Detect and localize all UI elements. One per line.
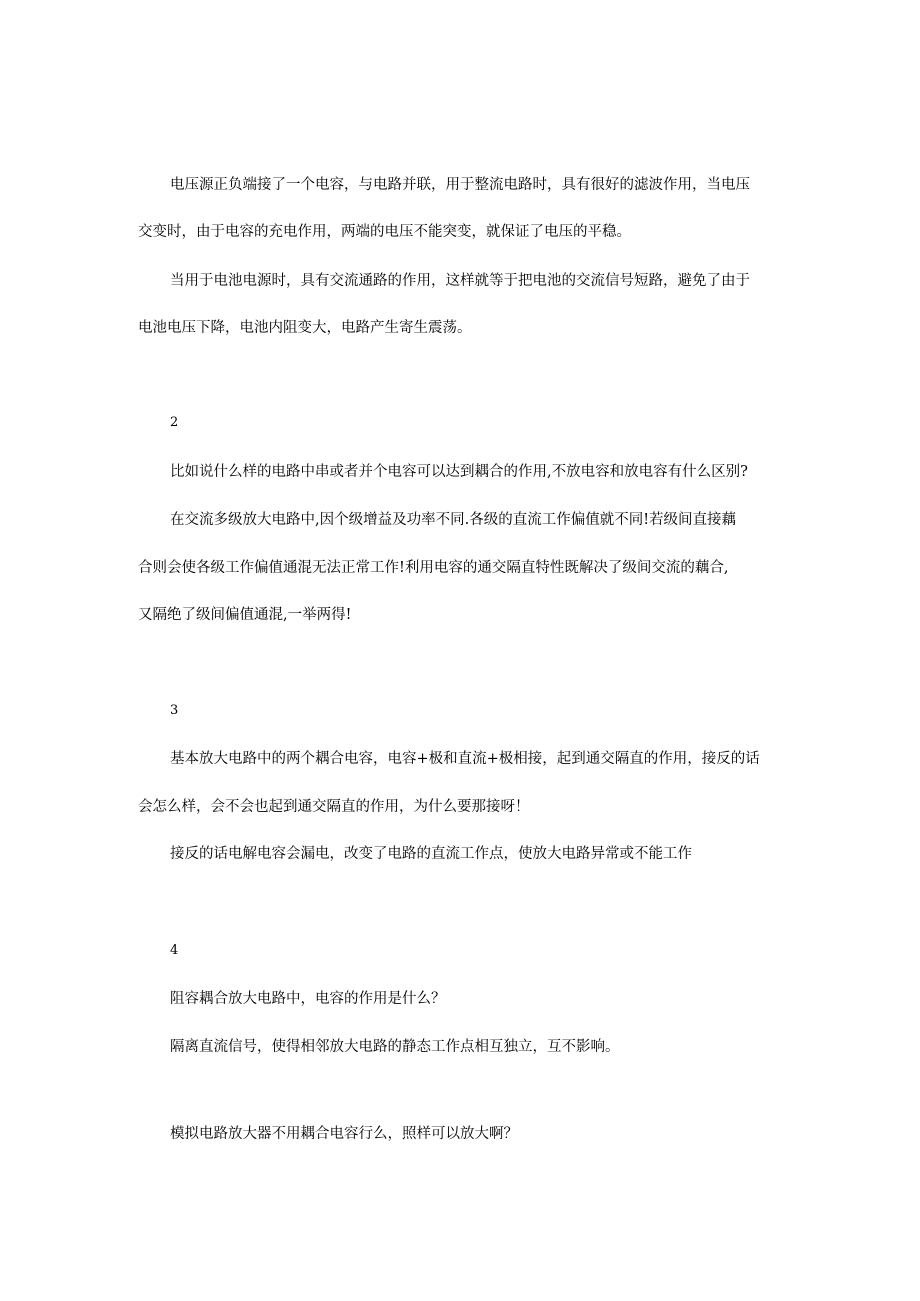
question-line: 阻容耦合放大电路中，电容的作用是什么？ [170, 991, 446, 1007]
paragraph-line: 电压源正负端接了一个电容，与电路并联，用于整流电路时，具有很好的滤波作用，当电压 [170, 177, 750, 193]
section-number: 3 [170, 703, 179, 718]
answer-line: 接反的话电解电容会漏电，改变了电路的直流工作点，使放大电路异常或不能工作 [170, 846, 692, 862]
paragraph-line: 电池电压下降，电池内阻变大，电路产生寄生震荡。 [138, 320, 472, 336]
question-line: 会怎么样，会不会也起到通交隔直的作用，为什么要那接呀！ [138, 799, 530, 815]
section-number: 4 [170, 943, 179, 958]
question-line: 模拟电路放大器不用耦合电容行么，照样可以放大啊？ [170, 1126, 518, 1142]
paragraph-line: 当用于电池电源时，具有交流通路的作用，这样就等于把电池的交流信号短路，避免了由于 [170, 273, 750, 289]
answer-line: 又隔绝了级间偏值通混,一举两得! [138, 607, 352, 623]
answer-line: 隔离直流信号，使得相邻放大电路的静态工作点相互独立，互不影响。 [170, 1039, 620, 1055]
question-line: 基本放大电路中的两个耦合电容，电容+极和直流+极相接，起到通交隔直的作用，接反的话 [170, 751, 760, 767]
paragraph-line: 交变时，由于电容的充电作用，两端的电压不能突变，就保证了电压的平稳。 [138, 224, 631, 240]
answer-line: 合则会使各级工作偏值通混无法正常工作!利用电容的通交隔直特性既解决了级间交流的藕合, [138, 560, 729, 576]
section-number: 2 [170, 415, 179, 430]
question-line: 比如说什么样的电路中串或者并个电容可以达到耦合的作用,不放电容和放电容有什么区别? [170, 464, 748, 480]
answer-line: 在交流多级放大电路中,因个级增益及功率不同.各级的直流工作偏值就不同!若级间直接藕 [170, 512, 737, 528]
